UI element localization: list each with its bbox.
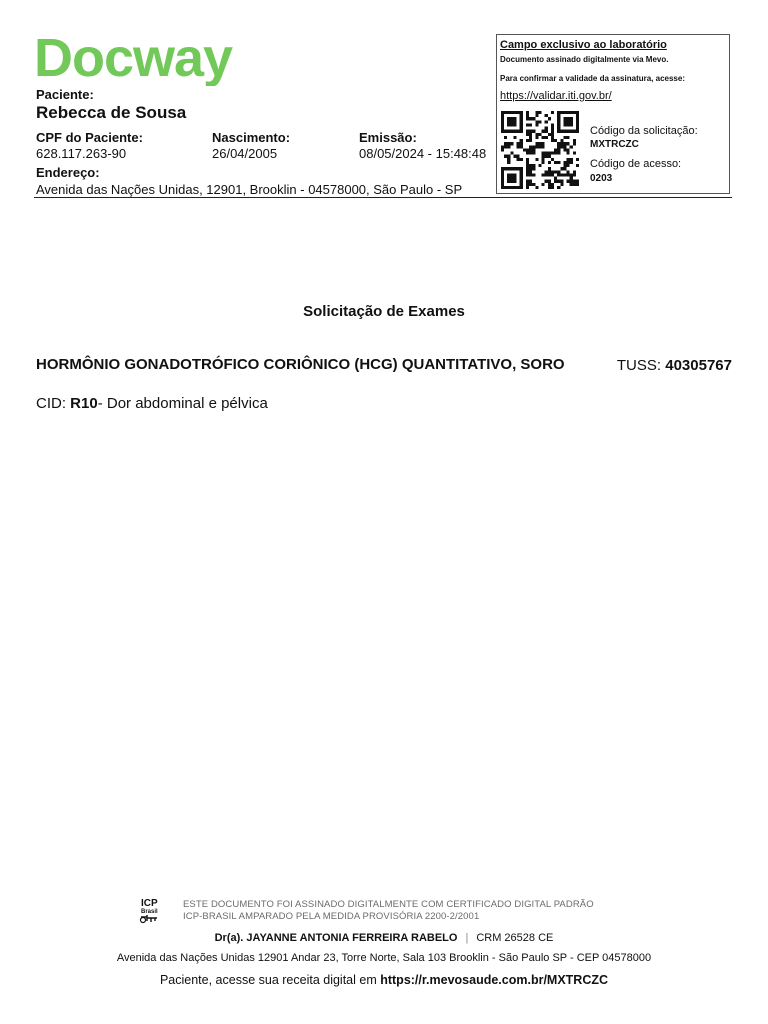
signed-note: Documento assinado digitalmente via Mevo. [500, 55, 669, 64]
emission-value: 08/05/2024 - 15:48:48 [359, 146, 487, 161]
cpf-label: CPF do Paciente: [36, 130, 143, 145]
confirm-note: Para confirmar a validade da assinatura, acesse: [500, 74, 685, 83]
docway-logo [34, 30, 266, 86]
document-title: Solicitação de Exames [303, 303, 465, 320]
address-value: Avenida das Nações Unidas, 12901, Brooklin - 04578000, São Paulo - SP [36, 182, 463, 197]
doctor-line [0, 932, 768, 944]
tuss-value: 40305767 [665, 357, 732, 374]
patient-name: Rebecca de Sousa [36, 103, 187, 122]
clinic-address: Avenida das Nações Unidas 12901 Andar 23, Torre Norte, Sala 103 Brooklin - São Paulo SP - CEP 04578000 [116, 952, 652, 964]
patient-label: Paciente: [36, 87, 94, 102]
access-code-label: Código de acesso: [590, 158, 682, 170]
cid-label: CID: [36, 395, 66, 412]
icp-brasil-logo [138, 896, 168, 926]
qr-code-icon [499, 111, 581, 189]
separator: | [465, 932, 469, 944]
cid-line [36, 395, 268, 412]
prescription-url-link[interactable]: https://r.mevosaude.com.br/MXTRCZC [380, 973, 609, 987]
birth-label: Nascimento: [212, 130, 291, 145]
cid-description: - Dor abdominal e pélvica [97, 395, 268, 412]
birth-value: 26/04/2005 [212, 146, 278, 161]
cpf-value: 628.117.263-90 [36, 146, 127, 161]
header-divider [34, 197, 732, 198]
request-code-value: MXTRCZC [590, 139, 639, 150]
tuss-label: TUSS: [616, 357, 662, 374]
icp-logo-line2: Brasil [141, 909, 158, 915]
cid-code: R10 [70, 395, 98, 412]
request-code-label: Código da solicitação: [590, 125, 698, 137]
tuss-code [617, 357, 732, 374]
doctor-crm: CRM 26528 CE [476, 932, 554, 944]
emission-label: Emissão: [359, 130, 417, 145]
digital-prescription-access [0, 973, 768, 987]
doctor-name: Dr(a). JAYANNE ANTONIA FERREIRA RABELO [214, 932, 458, 944]
validation-link[interactable]: https://validar.iti.gov.br/ [500, 90, 612, 102]
certificate-note-line2: ICP-BRASIL AMPARADO PELA MEDIDA PROVISÓRIA 2200-2/2001 [183, 911, 480, 922]
docway-logo-text: Docway [34, 30, 233, 86]
address-label: Endereço: [36, 165, 100, 180]
access-prefix: Paciente, acesse sua receita digital em [159, 973, 381, 987]
certificate-note-line1: ESTE DOCUMENTO FOI ASSINADO DIGITALMENTE COM CERTIFICADO DIGITAL PADRÃO [183, 899, 594, 910]
access-code-value: 0203 [590, 173, 613, 184]
lab-box-title: Campo exclusivo ao laboratório [500, 39, 667, 51]
exam-name: HORMÔNIO GONADOTRÓFICO CORIÔNICO (HCG) QUANTITATIVO, SORO [36, 356, 565, 373]
icp-logo-line1: ICP [141, 898, 158, 909]
